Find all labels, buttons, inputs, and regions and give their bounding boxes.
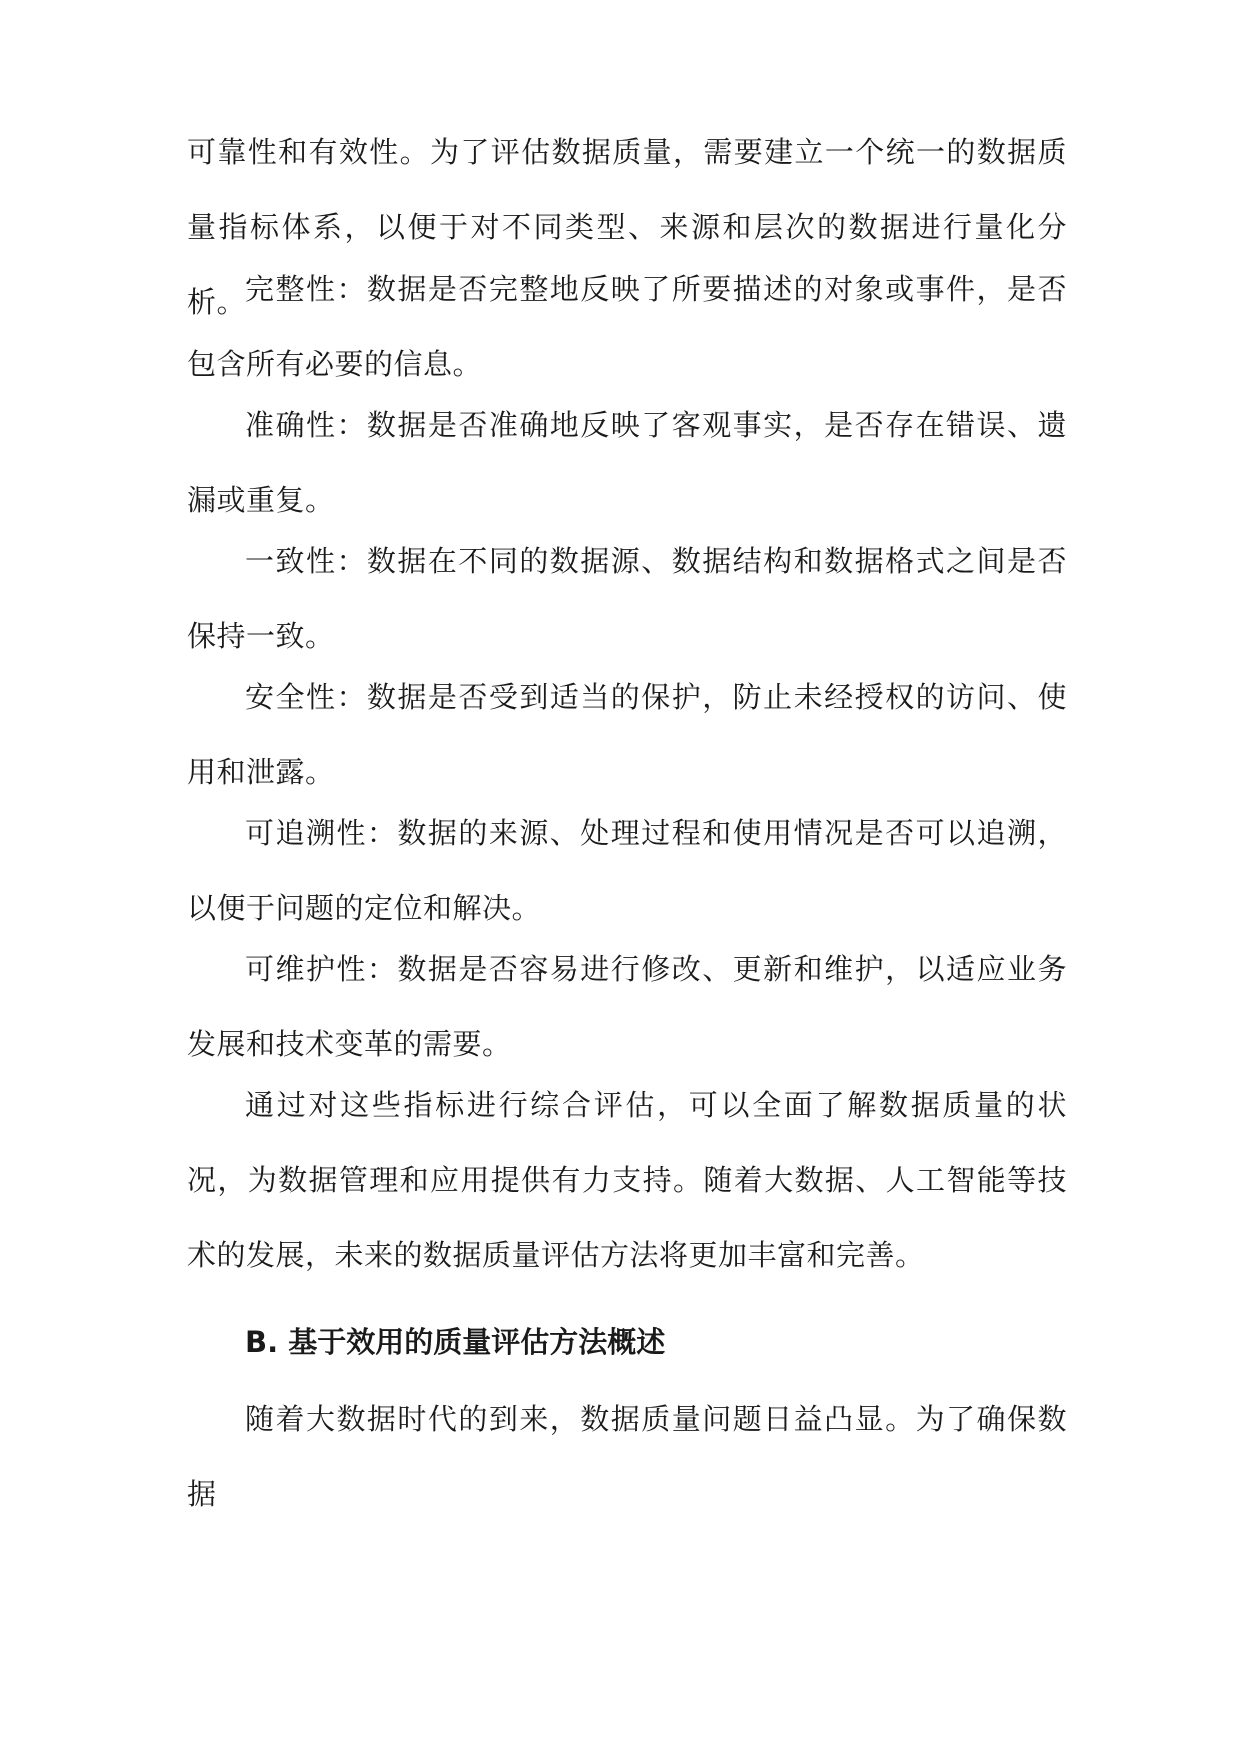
paragraph-traceability: 可追溯性：数据的来源、处理过程和使用情况是否可以追溯，以便于问题的定位和解决。	[187, 816, 1067, 925]
paragraph-security: 安全性：数据是否受到适当的保护，防止未经授权的访问、使用和泄露。	[187, 680, 1067, 789]
section-heading: B. 基于效用的质量评估方法概述	[245, 1325, 666, 1359]
paragraph-accuracy: 准确性：数据是否准确地反映了客观事实，是否存在错误、遗漏或重复。	[187, 408, 1067, 517]
paragraph-section-intro: 随着大数据时代的到来，数据质量问题日益凸显。为了确保数据	[187, 1402, 1067, 1511]
paragraph-maintainability: 可维护性：数据是否容易进行修改、更新和维护，以适应业务发展和技术变革的需要。	[187, 952, 1067, 1061]
paragraph-summary: 通过对这些指标进行综合评估，可以全面了解数据质量的状况，为数据管理和应用提供有力支持。随着大数据、人工智能等技术的发展，未来的数据质量评估方法将更加丰富和完善。	[187, 1088, 1067, 1272]
paragraph-consistency: 一致性：数据在不同的数据源、数据结构和数据格式之间是否保持一致。	[187, 544, 1067, 653]
paragraph-intro: 可靠性和有效性。为了评估数据质量，需要建立一个统一的数据质量指标体系，以便于对不同类型、来源和层次的数据进行量化分析。	[187, 135, 1067, 319]
paragraph-completeness: 完整性：数据是否完整地反映了所要描述的对象或事件，是否包含所有必要的信息。	[187, 272, 1067, 381]
